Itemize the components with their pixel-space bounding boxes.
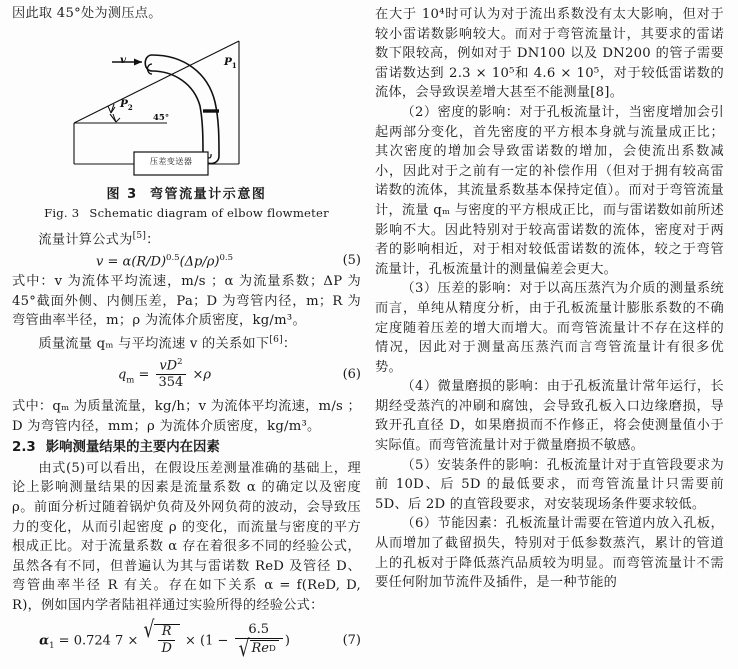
two-column-layout [12,4,730,669]
equation-7-number: (7) [342,633,361,649]
eq7-paren-close: ) [284,633,290,649]
formula-6-intro [12,331,361,354]
velocity-label: v [120,53,127,66]
figure-caption-en-label: Fig. 3 [44,205,80,220]
figure-caption-cn-label: 图 3 [106,186,138,202]
eq7-paren-open: (1 − [200,633,229,649]
eq7-lhs-sub: 1 [49,640,55,651]
eq6-fraction [156,358,187,390]
left-column [12,4,361,669]
citation-6: [6] [269,334,283,345]
equation-5 [12,253,361,269]
eq7-coefficient: 0.724 7 [73,633,124,649]
eq6-denominator: 354 [158,375,184,391]
right-column [375,4,724,669]
pressure-outer-label: $P_1$ [224,55,237,70]
eq7-frac-num: 6.5 [235,623,283,639]
eq5-group1: (R/D) [131,253,167,269]
transmitter-box-label: 压差变送器 [149,155,193,166]
paragraph-energy-saving: （6）节能因素：孔板流量计需要在管道内放入孔板，从而增加了截留损失，特别对于低参数蒸汽，累计的管道上的孔板对于降低蒸汽品质较为明显。而弯管流量计不需要任何附加节流件及插件，是一种节能的 [375,516,724,591]
eq6-numerator: $vD^2$ [156,358,187,375]
radical-sign-icon-2: √ [238,635,250,663]
eq7-frac-den: √ Re D [235,639,283,657]
equation-5-nomenclature: 式中：v 为流体平均流速，m/s ；α 为流量系数；ΔP 为 45°截面外侧、内侧压差，Pa；D 为弯管内径，m；R 为弯管曲率半径，m；ρ 为流体介质密度，kg/m³。 [12,273,361,329]
paragraph-pressure-diff-effect: （3）压差的影响：对于以高压蒸汽为介质的测量系统而言，单纯从精度分析，由于孔板流量计膨胀系数的不确定度随着压差的增大而增大。而弯管流量计不存在这样的情况，因此对于测量高压蒸汽而言弯管流量计有很多优势。 [375,281,724,375]
equation-7 [12,617,361,663]
equation-5-number: (5) [342,253,361,269]
formula-6-colon: ： [282,336,297,352]
eq7-sqrt-r-over-d [143,617,180,657]
eq5-exp1: 0.5 [166,252,180,263]
figure-3-artwork [12,30,361,182]
formula-5-intro [12,227,361,250]
paragraph-wear-effect: （4）微量磨损的影响：由于孔板流量计常年运行，长期经受蒸汽的冲刷和腐蚀，会导致孔板入口边缘磨损，导致开孔直径 D，如果磨损而不作修正，将会使测量值小于实际值。而弯管流量计对于微量磨损不敏感。 [375,379,724,454]
eq7-sqrt-num: R [158,625,174,641]
equation-6-body: $q_m$ = $\frac{vD^2}{354}$ ×ρ [117,356,212,391]
paragraph-reynolds-continued: 在大于 10⁴时可认为对于流出系数没有太大影响，但对于较小雷诺数影响较大。而对于弯管流量计，其要求的雷诺数下限较高，例如对于 DN100 以及 DN200 的管子需要雷诺数达到 2.3 × 10⁵和 4.6 × 10⁵，对于较低雷诺数的流体，会导致误差增大甚至不能测量[8]。 [375,7,724,101]
elbow-flowmeter-diagram [12,30,361,182]
eq5-group2: (Δp/ρ) [179,253,220,269]
section-number: 2.3 [12,440,36,456]
citation-5: [5] [132,230,147,241]
figure-caption-en [12,205,361,221]
section-heading-2-3 [12,438,361,458]
eq7-fraction [235,621,283,663]
formula-5-intro-text: 流量计算公式为 [38,231,133,247]
eq6-lhs: q [117,367,127,383]
eq6-multiplier: ×ρ [192,367,212,383]
figure-caption-en-text: Schematic diagram of elbow flowmeter [89,205,329,220]
equation-7-body: $\alpha_1 = 0.724$ 7 × √ $\frac{R}{D}$ × (1 − 6.5 √ Re D ) [12,624,317,658]
eq7-lhs: α [39,633,50,649]
section-title: 影响测量结果的主要内在因素 [45,440,220,456]
equation-6-number: (6) [342,367,361,383]
eq5-alpha: α [122,253,132,269]
figure-3 [12,30,361,221]
equation-6 [12,356,361,391]
equation-5-body: $v = \alpha(R/D)^{0.5}(\Delta p/\rho)^{0.5}$ [96,252,233,269]
eq5-exp2: 0.5 [219,252,233,263]
paragraph-density-effect: （2）密度的影响：对于孔板流量计，当密度增加会引起两部分变化，首先密度的平方根本身就与流量成正比；其次密度的增加会导致雷诺数的增加，会使流出系数减小，因此对于之前有一定的补偿作用（但对于拥有较高雷诺数的流体，其流量系数基本保持定值）。而对于弯管流量计，流量 qₘ 与密度的平方根成正比，而与雷诺数如前所述影响不大。因此特别对于较高雷诺数的流体，密度对于两者的影响相近，对于相对较低雷诺数的流体，较之于弯管流量计，孔板流量计的测量偏差会更大。 [375,104,724,277]
intro-line: 因此取 45°处为测压点。 [12,6,162,21]
formula-5-colon: ： [146,231,160,247]
formula-6-intro-text: 质量流量 qₘ 与平均流速 v 的关系如下 [38,336,270,352]
eq5-lhs: v [96,253,104,269]
paragraph-installation-effect: （5）安装条件的影响：孔板流量计对于直管段要求为前 10D、后 5D 的最低要求，而弯管流量计只需要前 5D、后 2D 的直管段要求，对安装现场条件要求较低。 [375,457,724,512]
pressure-inner-label: $P_2$ [120,97,133,112]
paragraph-analysis: 由式(5)可以看出，在假设压差测量准确的基础上，理论上影响测量结果的因素是流量系数 α 的确定以及密度 ρ。前面分析过随着锅炉负荷及外网负荷的波动，会导致压力的变化，从而引起密度 ρ 的变化，而流量与密度的平方根成正比。对于流量系数 α 存在着很多不同的经验公式，虽然各有不同，但普遍认为其与雷诺数 ReD 及管径 D、弯管曲率半径 R 有关。存在如下关系 α = f(ReD, D, R)，例如国内学者陆祖祥通过实验所得的经验公式： [12,460,361,613]
radical-sign-icon: √ [143,617,155,645]
eq6-lhs-sub: m [126,374,135,385]
angle-label: 45° [153,112,170,123]
figure-caption-cn [12,186,361,203]
equation-6-nomenclature: 式中：qₘ 为质量流量，kg/h；v 为流体平均流速，m/s ；D 为弯管内径，mm；ρ 为流体介质密度，kg/m³。 [12,399,361,434]
eq7-sqrt-den: D [161,641,172,657]
figure-caption-cn-text: 弯管流量计示意图 [149,186,267,202]
